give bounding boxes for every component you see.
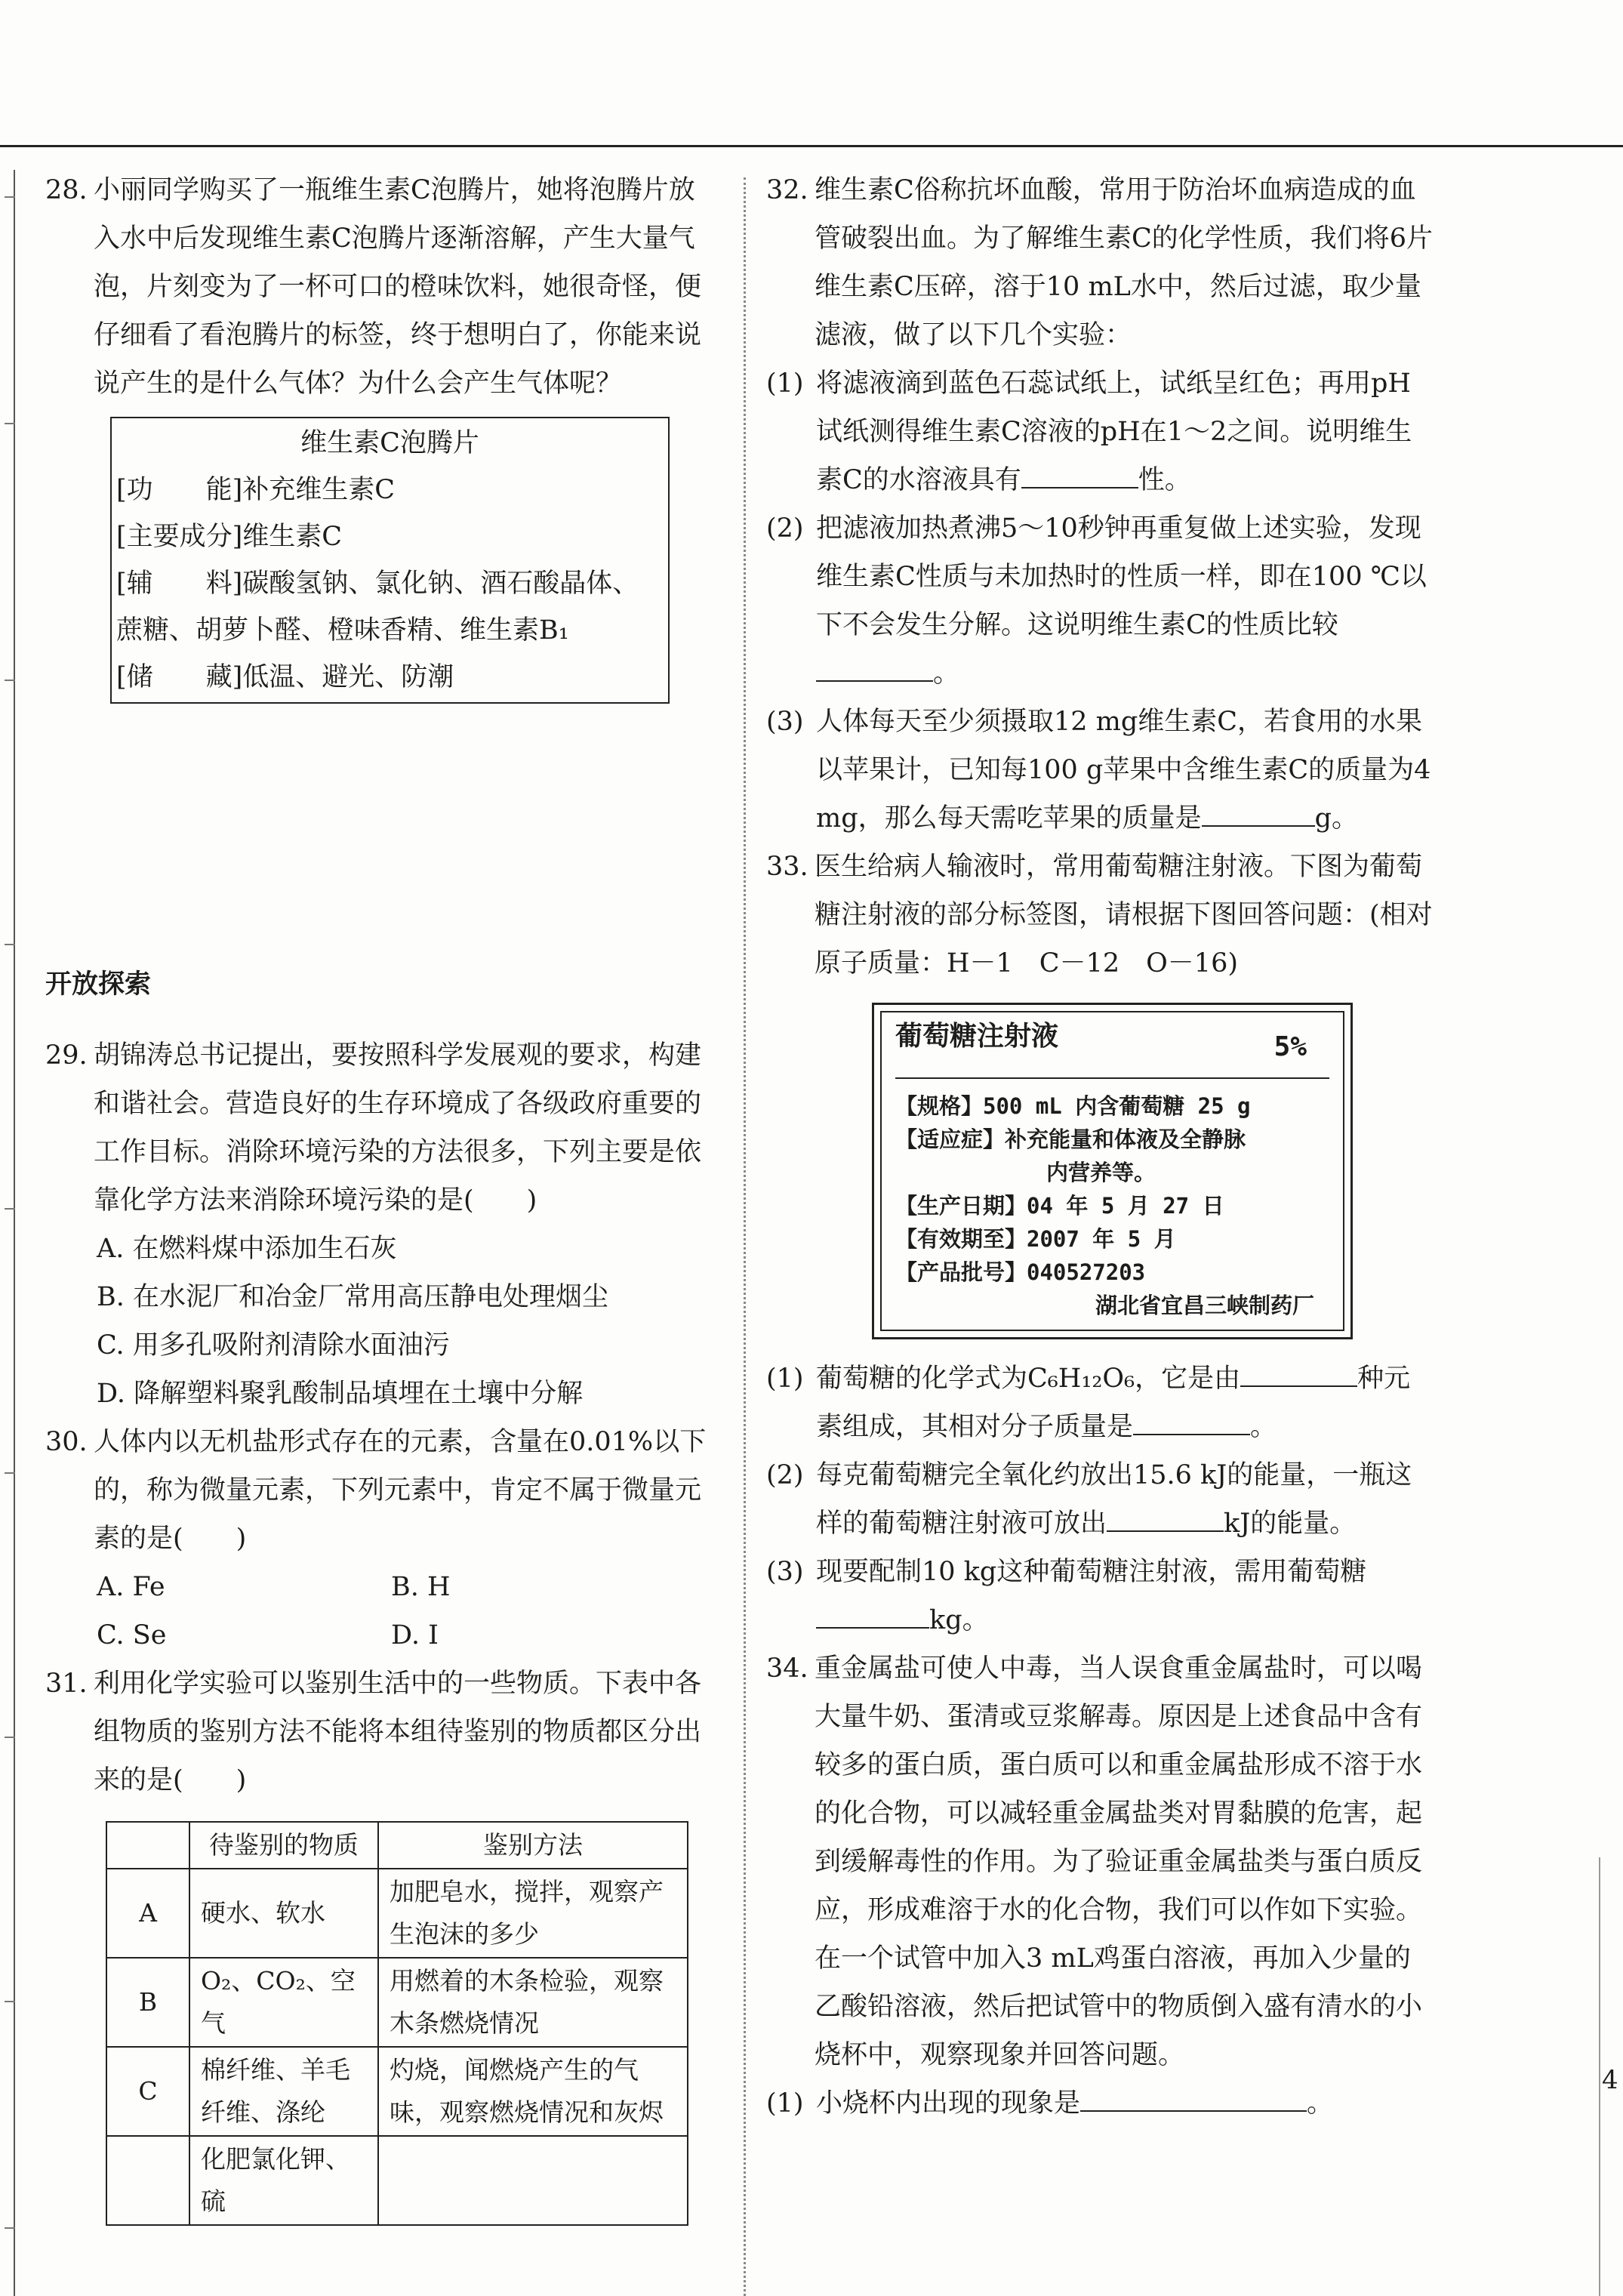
option-a: A. 在燃料煤中添加生石灰 xyxy=(97,1234,397,1264)
question-32 xyxy=(766,166,1434,359)
table-cell xyxy=(378,2136,688,2225)
question-31 xyxy=(45,1660,717,1804)
option-c: C. 用多孔吸附剂清除水面油污 xyxy=(97,1330,450,1361)
answer-space xyxy=(45,704,717,960)
table-cell: B xyxy=(106,1958,189,2047)
right-margin-line xyxy=(1599,1857,1600,2296)
subquestion-32-2 xyxy=(766,504,1434,698)
answer-blank[interactable] xyxy=(1107,1505,1224,1532)
right-column xyxy=(766,166,1434,2128)
question-text: 人体内以无机盐形式存在的元素，含量在0.01%以下的，称为微量元素，下列元素中，肯定不属于微量元素的是( ) xyxy=(94,1427,707,1554)
question-number: 28. xyxy=(45,175,88,205)
subquestion-number: (1) xyxy=(766,2088,804,2119)
question-30 xyxy=(45,1418,717,1563)
question-number: 33. xyxy=(766,852,808,882)
spacer xyxy=(45,1009,717,1031)
table-header: 鉴别方法 xyxy=(378,1822,688,1869)
question-number: 32. xyxy=(766,175,808,205)
answer-blank[interactable] xyxy=(816,655,933,682)
identification-table xyxy=(106,1821,688,2226)
question-number: 29. xyxy=(45,1040,88,1071)
subquestion-text: kg。 xyxy=(929,1605,989,1635)
option-a: A. Fe xyxy=(97,1572,165,1602)
answer-blank[interactable] xyxy=(1240,1360,1357,1387)
question-text: 小丽同学购买了一瓶维生素C泡腾片，她将泡腾片放入水中后发现维生素C泡腾片逐渐溶解，产生大量气泡，片刻变为了一杯可口的橙味饮料，她很奇怪，便仔细看了看泡腾片的标签，终于想明白了，你能来说说产生的是什么气体？为什么会产生气体呢？ xyxy=(94,175,702,399)
margin-tick xyxy=(5,423,15,424)
table-cell: 加肥皂水，搅拌，观察产生泡沫的多少 xyxy=(378,1869,688,1958)
question-text: 重金属盐可使人中毒，当人误食重金属盐时，可以喝大量牛奶、蛋清或豆浆解毒。原因是上述食品中含有较多的蛋白质，蛋白质可以和重金属盐形成不溶于水的化合物，可以减轻重金属盐类对胃黏膜的危害，起到缓解毒性的作用。为了验证重金属盐类与蛋白质反应，形成难溶于水的化合物，我们可以作如下实验。 xyxy=(815,1653,1423,1925)
subquestion-text: 将滤液滴到蓝色石蕊试纸上，试纸呈红色；再用pH试纸测得维生素C溶液的pH在1～2之间。说明维生素C的水溶液具有 xyxy=(816,368,1412,495)
question-34 xyxy=(766,1644,1434,1934)
subquestion-34-1 xyxy=(766,2079,1434,2128)
option-d: D. I xyxy=(391,1620,439,1650)
table-header-row xyxy=(106,1822,688,1869)
question-text: 利用化学实验可以鉴别生活中的一些物质。下表中各组物质的鉴别方法不能将本组待鉴别的物质都区分出来的是( ) xyxy=(94,1669,702,1795)
left-column xyxy=(45,166,717,2226)
subquestion-33-1 xyxy=(766,1354,1434,1451)
subquestion-number: (2) xyxy=(766,1460,804,1490)
answer-blank[interactable] xyxy=(1080,2085,1307,2112)
glucose-label-frame xyxy=(872,1003,1353,1339)
table-cell: 用燃着的木条检验，观察木条燃烧情况 xyxy=(378,1958,688,2047)
glucose-label xyxy=(880,1011,1344,1331)
table-cell: 硬水、软水 xyxy=(189,1869,378,1958)
margin-tick xyxy=(5,944,15,945)
answer-blank[interactable] xyxy=(1133,1408,1250,1435)
label-line: [功 能]补充维生素C xyxy=(116,475,396,505)
glucose-expiry: 【有效期至】2007 年 5 月 xyxy=(895,1226,1176,1252)
table-row xyxy=(106,2047,688,2136)
question-text: 维生素C俗称抗坏血酸，常用于防治坏血病造成的血管破裂出血。为了解维生素C的化学性质，我们将6片维生素C压碎，溶于10 mL水中，然后过滤，取少量滤液，做了以下几个实验： xyxy=(815,175,1434,350)
table-cell: A xyxy=(106,1869,189,1958)
glucose-label-title: 葡萄糖注射液 xyxy=(895,1021,1059,1052)
glucose-label-header xyxy=(895,1020,1329,1079)
subquestion-text: 小烧杯内出现的现象是 xyxy=(816,2088,1081,2119)
label-line: [辅 料]碳酸氢钠、氯化钠、酒石酸晶体、蔗糖、胡萝卜醛、橙味香精、维生素B₁ xyxy=(116,569,639,646)
subquestion-text: 。 xyxy=(933,658,960,689)
subquestion-text: 人体每天至少须摄取12 mg维生素C，若食用的水果以苹果计，已知每100 g苹果中含维生素C的质量为4 mg，那么每天需吃苹果的质量是 xyxy=(816,707,1431,834)
glucose-prod-date: 【生产日期】04 年 5 月 27 日 xyxy=(895,1193,1224,1219)
margin-tick xyxy=(5,196,15,198)
subquestion-text: 每克葡萄糖完全氧化约放出15.6 kJ的能量，一瓶这样的葡萄糖注射液可放出 xyxy=(816,1460,1412,1539)
question-28 xyxy=(45,166,717,408)
table-cell: 化肥氯化钾、硫 xyxy=(189,2136,378,2225)
option-b: B. 在水泥厂和冶金厂常用高压静电处理烟尘 xyxy=(97,1282,608,1312)
subquestion-text: kJ的能量。 xyxy=(1224,1509,1357,1539)
option-c: C. Se xyxy=(97,1620,167,1650)
subquestion-text: 。 xyxy=(1250,1412,1277,1442)
glucose-spec: 【规格】500 mL 内含葡萄糖 25 g xyxy=(895,1093,1251,1119)
table-header: 待鉴别的物质 xyxy=(189,1822,378,1869)
subquestion-text: 种元素组成，其相对分子质量是 xyxy=(816,1364,1411,1442)
option-d: D. 降解塑料聚乳酸制品填埋在土壤中分解 xyxy=(97,1379,584,1409)
glucose-factory: 湖北省宜昌三峡制药厂 xyxy=(1095,1293,1314,1318)
subquestion-33-2 xyxy=(766,1451,1434,1548)
question-34-procedure xyxy=(766,1934,1434,2079)
subquestion-number: (1) xyxy=(766,368,804,399)
margin-tick xyxy=(5,1737,15,1738)
table-cell: 棉纤维、羊毛纤维、涤纶 xyxy=(189,2047,378,2136)
table-cell xyxy=(106,2136,189,2225)
question-text: 胡锦涛总书记提出，要按照科学发展观的要求，构建和谐社会。营造良好的生存环境成了各级政府重要的工作目标。消除环境污染的方法很多，下列主要是依靠化学方法来消除环境污染的是( ) xyxy=(94,1040,702,1216)
subquestion-text: 把滤液加热煮沸5～10秒钟再重复做上述实验，发现维生素C性质与未加热时的性质一样，即在100 ℃以下不会发生分解。这说明维生素C的性质比较 xyxy=(816,513,1427,640)
binding-margin-line xyxy=(14,170,15,2296)
margin-tick xyxy=(5,1208,15,1210)
label-line: [主要成分]维生素C xyxy=(116,522,343,552)
margin-tick xyxy=(5,680,15,681)
page-number: 4 xyxy=(1602,2065,1618,2095)
glucose-indication-cont: 内营养等。 xyxy=(1046,1160,1156,1185)
answer-blank[interactable] xyxy=(816,1601,929,1629)
subquestion-number: (1) xyxy=(766,1364,804,1394)
answer-blank[interactable] xyxy=(1021,461,1138,488)
question-text: 在一个试管中加入3 mL鸡蛋白溶液，再加入少量的乙酸铅溶液，然后把试管中的物质倒入盛有清水的小烧杯中，观察现象并回答问题。 xyxy=(815,1943,1423,2070)
question-29 xyxy=(45,1031,717,1225)
subquestion-text: 现要配制10 kg这种葡萄糖注射液，需用葡萄糖 xyxy=(816,1557,1367,1587)
subquestion-text: 。 xyxy=(1307,2088,1334,2119)
subquestion-text: g。 xyxy=(1314,803,1359,834)
question-text: 医生给病人输液时，常用葡萄糖注射液。下图为葡萄糖注射液的部分标签图，请根据下图回答问题：(相对原子质量：H－1 C－12 O－16) xyxy=(815,852,1433,978)
table-row xyxy=(106,2136,688,2225)
table-cell: O₂、CO₂、空气 xyxy=(189,1958,378,2047)
options-row xyxy=(97,1611,717,1660)
question-33 xyxy=(766,843,1434,988)
glucose-concentration: 5% xyxy=(1273,1031,1307,1062)
table-row xyxy=(106,1869,688,1958)
subquestion-text: 性。 xyxy=(1138,465,1191,495)
subquestion-number: (2) xyxy=(766,513,804,544)
table-row xyxy=(106,1958,688,2047)
label-line: [储 藏]低温、避光、防潮 xyxy=(116,662,454,692)
margin-tick xyxy=(5,2001,15,2002)
glucose-batch: 【产品批号】040527203 xyxy=(895,1259,1146,1285)
table-cell: 灼烧，闻燃烧产生的气味，观察燃烧情况和灰烬 xyxy=(378,2047,688,2136)
question-number: 31. xyxy=(45,1669,88,1699)
margin-tick xyxy=(5,2227,15,2229)
table-cell: C xyxy=(106,2047,189,2136)
subquestion-33-3 xyxy=(766,1548,1434,1644)
label-title: 维生素C泡腾片 xyxy=(300,428,479,458)
question-number: 30. xyxy=(45,1427,88,1457)
subquestion-number: (3) xyxy=(766,707,804,737)
subquestion-number: (3) xyxy=(766,1557,804,1587)
options-row xyxy=(97,1563,717,1611)
vitamin-c-label xyxy=(110,417,670,704)
table-header xyxy=(106,1822,189,1869)
glucose-indication: 【适应症】补充能量和体液及全静脉 xyxy=(895,1126,1246,1152)
margin-tick xyxy=(5,1472,15,1474)
subquestion-32-3 xyxy=(766,698,1434,843)
section-heading: 开放探索 xyxy=(45,969,152,1000)
option-b: B. H xyxy=(391,1572,451,1602)
subquestion-32-1 xyxy=(766,359,1434,504)
answer-blank[interactable] xyxy=(1202,800,1315,827)
subquestion-text: 葡萄糖的化学式为C₆H₁₂O₆，它是由 xyxy=(816,1364,1241,1394)
column-separator xyxy=(744,177,746,2296)
header-rule xyxy=(0,145,1623,147)
question-number: 34. xyxy=(766,1653,808,1684)
